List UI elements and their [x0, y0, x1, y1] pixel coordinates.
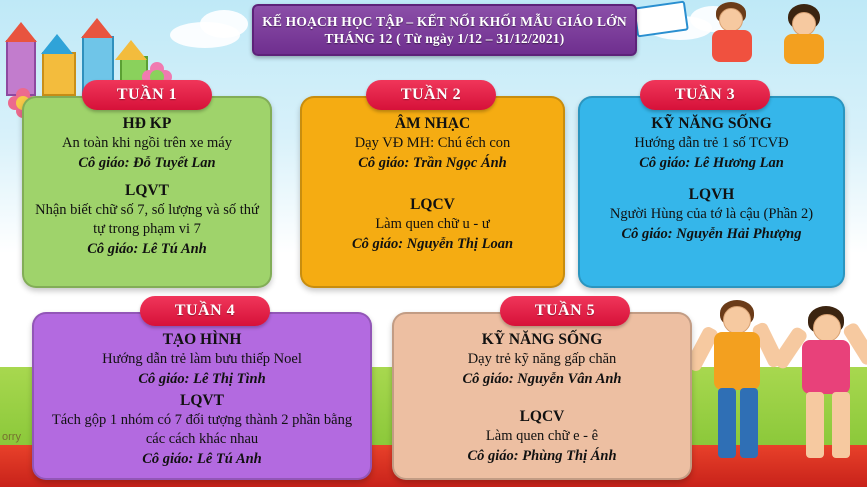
activity-detail: Hướng dẫn trẻ 1 số TCVĐ — [634, 135, 789, 151]
week-card-5 — [392, 312, 692, 480]
week-card-4 — [32, 312, 372, 480]
activity-teacher: Cô giáo: Nguyễn Vân Anh — [462, 371, 622, 387]
activity-teacher: Cô giáo: Nguyễn Hải Phượng — [621, 226, 802, 242]
activity-subject: LQVT — [180, 392, 224, 409]
activity-teacher: Cô giáo: Phùng Thị Ánh — [467, 448, 617, 464]
child-reading-illustration — [706, 2, 758, 64]
week-header-2: TUẦN 2 — [366, 80, 496, 110]
activity-subject: LQVH — [688, 186, 735, 203]
activity-block — [34, 114, 260, 173]
activity-block — [590, 185, 833, 244]
page-title-line-2: THÁNG 12 ( Từ ngày 1/12 – 31/12/2021) — [324, 31, 565, 46]
child-reading-illustration — [778, 4, 830, 66]
week-header-5: TUẦN 5 — [500, 296, 630, 326]
activity-detail: Làm quen chữ u - ư — [375, 216, 490, 232]
activity-detail: An toàn khi ngồi trên xe máy — [62, 135, 232, 151]
activity-block — [404, 407, 680, 466]
activity-teacher: Cô giáo: Trần Ngọc Ánh — [358, 155, 507, 171]
activity-teacher: Cô giáo: Lê Tú Anh — [87, 241, 207, 257]
activity-subject: TẠO HÌNH — [162, 331, 242, 348]
activity-block — [404, 330, 680, 389]
activity-teacher: Cô giáo: Nguyễn Thị Loan — [351, 236, 514, 252]
activity-detail: Dạy trẻ kỹ năng gấp chăn — [467, 351, 617, 367]
activity-detail: Tách gộp 1 nhóm có 7 đối tượng thành 2 phần bằng các cách khác nhau — [51, 412, 353, 447]
week-card-2 — [300, 96, 565, 288]
week-header-1: TUẦN 1 — [82, 80, 212, 110]
activity-detail: Làm quen chữ e - ê — [485, 428, 599, 444]
activity-teacher: Cô giáo: Lê Hương Lan — [639, 155, 784, 171]
activity-subject: KỸ NĂNG SỐNG — [651, 115, 772, 132]
week-card-3 — [578, 96, 845, 288]
week-header-3: TUẦN 3 — [640, 80, 770, 110]
activity-block — [312, 114, 553, 173]
activity-teacher: Cô giáo: Lê Tú Anh — [142, 451, 262, 467]
activity-block — [34, 181, 260, 259]
activity-subject: ÂM NHẠC — [394, 115, 471, 132]
activity-subject: LQCV — [519, 408, 565, 425]
activity-block — [312, 195, 553, 254]
activity-subject: HĐ KP — [122, 115, 172, 132]
week-header-4: TUẦN 4 — [140, 296, 270, 326]
activity-block — [44, 391, 360, 469]
week-card-1 — [22, 96, 272, 288]
page-title-line-1: KẾ HOẠCH HỌC TẬP – KẾT NỐI KHỐI MẪU GIÁO LỚN — [262, 14, 627, 29]
page-title-banner — [252, 4, 637, 56]
activity-detail: Dạy VĐ MH: Chú ếch con — [354, 135, 511, 151]
activity-subject: KỸ NĂNG SỐNG — [481, 331, 603, 348]
activity-teacher: Cô giáo: Lê Thị Tình — [138, 371, 266, 387]
cloud-decoration — [200, 10, 248, 38]
activity-teacher: Cô giáo: Đỗ Tuyết Lan — [78, 155, 216, 171]
activity-detail: Hướng dẫn trẻ làm bưu thiếp Noel — [102, 351, 302, 367]
activity-detail: Nhận biết chữ số 7, số lượng và số thứ tự trong phạm vi 7 — [35, 202, 259, 237]
child-jumping-illustration — [790, 306, 864, 482]
activity-block — [44, 330, 360, 389]
activity-subject: LQCV — [410, 196, 455, 213]
child-jumping-illustration — [700, 300, 774, 480]
activity-detail: Người Hùng của tớ là cậu (Phần 2) — [609, 206, 814, 222]
watermark-text: orry — [2, 431, 21, 443]
activity-subject: LQVT — [125, 182, 169, 199]
activity-block — [590, 114, 833, 173]
